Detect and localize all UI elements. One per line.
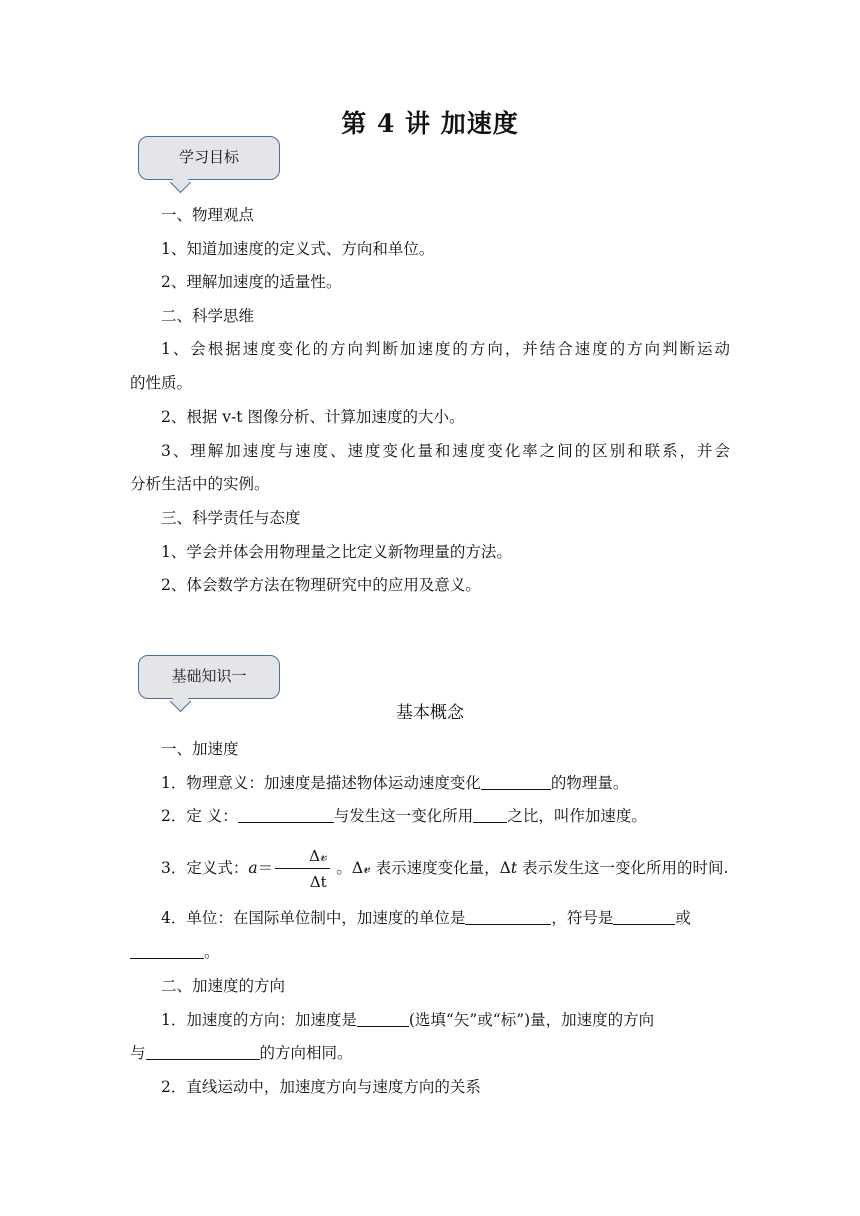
- objectives-heading-1: 一、物理观点: [161, 206, 255, 224]
- objectives-heading-3: 三、科学责任与态度: [161, 509, 301, 527]
- text: 与发生这一变化所用: [333, 807, 474, 825]
- objective-item: 2、理解加速度的适量性。: [161, 273, 342, 291]
- fill-blank: [357, 1010, 409, 1027]
- text: 表示发生这一变化所用的时间.: [517, 859, 729, 877]
- basics-paragraph-5: [130, 1009, 730, 1031]
- objectives-callout-label: 学习目标: [178, 148, 239, 166]
- objective-item: 1、会根据速度变化的方向判断加速度的方向，并结合速度的方向判断运动: [161, 340, 730, 358]
- fraction-denominator: Δt: [309, 873, 327, 891]
- text: 的物理量。: [550, 774, 629, 792]
- text: 之比，叫作加速度。: [507, 807, 647, 825]
- text: 。Δ𝓋 表示速度变化量，Δ: [336, 859, 511, 877]
- objective-item: 1、学会并体会用物理量之比定义新物理量的方法。: [161, 543, 512, 561]
- text: ＝: [257, 859, 274, 877]
- objective-item: 1、知道加速度的定义式、方向和单位。: [161, 240, 435, 258]
- basics-paragraph-4: [130, 907, 730, 929]
- objective-item: 2、根据 v-t 图像分析、计算加速度的大小。: [161, 408, 465, 426]
- basics-paragraph-2: [130, 805, 730, 827]
- objective-item-continued: 分析生活中的实例。: [130, 475, 270, 493]
- basics-callout: [138, 655, 280, 699]
- objectives-callout: [138, 136, 280, 180]
- fill-blank: [473, 806, 507, 823]
- text: 4．单位：在国际单位制中，加速度的单位是: [161, 909, 466, 927]
- page-title: 第 4 讲 加速度: [341, 109, 519, 138]
- text: 2．定 义：: [161, 807, 238, 825]
- basics-callout-label: 基础知识一: [171, 667, 247, 685]
- basics-heading-2: 二、加速度的方向: [161, 977, 286, 995]
- text: 。: [204, 943, 220, 961]
- section-subtitle: 基本概念: [396, 703, 464, 723]
- fill-blank: [238, 806, 334, 823]
- basics-paragraph-3: [130, 846, 730, 892]
- basics-paragraph-6: 2．直线运动中，加速度方向与速度方向的关系: [161, 1078, 481, 1096]
- formula-variable: a: [248, 859, 258, 877]
- fill-blank: [130, 942, 204, 959]
- fill-blank: [146, 1043, 260, 1060]
- formula-variable: t: [510, 859, 518, 877]
- fill-blank: [465, 908, 551, 925]
- objective-item: 3、理解加速度与速度、速度变化量和速度变化率之间的区别和联系，并会: [161, 442, 730, 460]
- text: 1．物理意义：加速度是描述物体运动速度变化: [161, 774, 481, 792]
- basics-paragraph-1: [130, 772, 730, 794]
- fill-blank: [613, 908, 675, 925]
- text: ，符号是: [551, 909, 614, 927]
- objectives-heading-2: 二、科学思维: [161, 307, 255, 325]
- text: 1．加速度的方向：加速度是: [161, 1011, 357, 1029]
- basics-heading-1: 一、加速度: [161, 740, 239, 758]
- fill-blank: [481, 773, 551, 790]
- basics-paragraph-4-continued: [130, 941, 730, 963]
- text: (选填“矢”或“标”)量，加速度的方向: [408, 1011, 655, 1029]
- formula-fraction: [275, 846, 330, 892]
- fraction-numerator: Δ𝓋: [275, 846, 330, 869]
- text: 3．定义式：: [161, 859, 249, 877]
- basics-paragraph-5-continued: [130, 1042, 730, 1064]
- text: 与: [130, 1044, 146, 1062]
- text: 的方向相同。: [259, 1044, 353, 1062]
- objective-item-continued: 的性质。: [130, 374, 193, 392]
- text: 或: [675, 909, 691, 927]
- objective-item: 2、体会数学方法在物理研究中的应用及意义。: [161, 576, 481, 594]
